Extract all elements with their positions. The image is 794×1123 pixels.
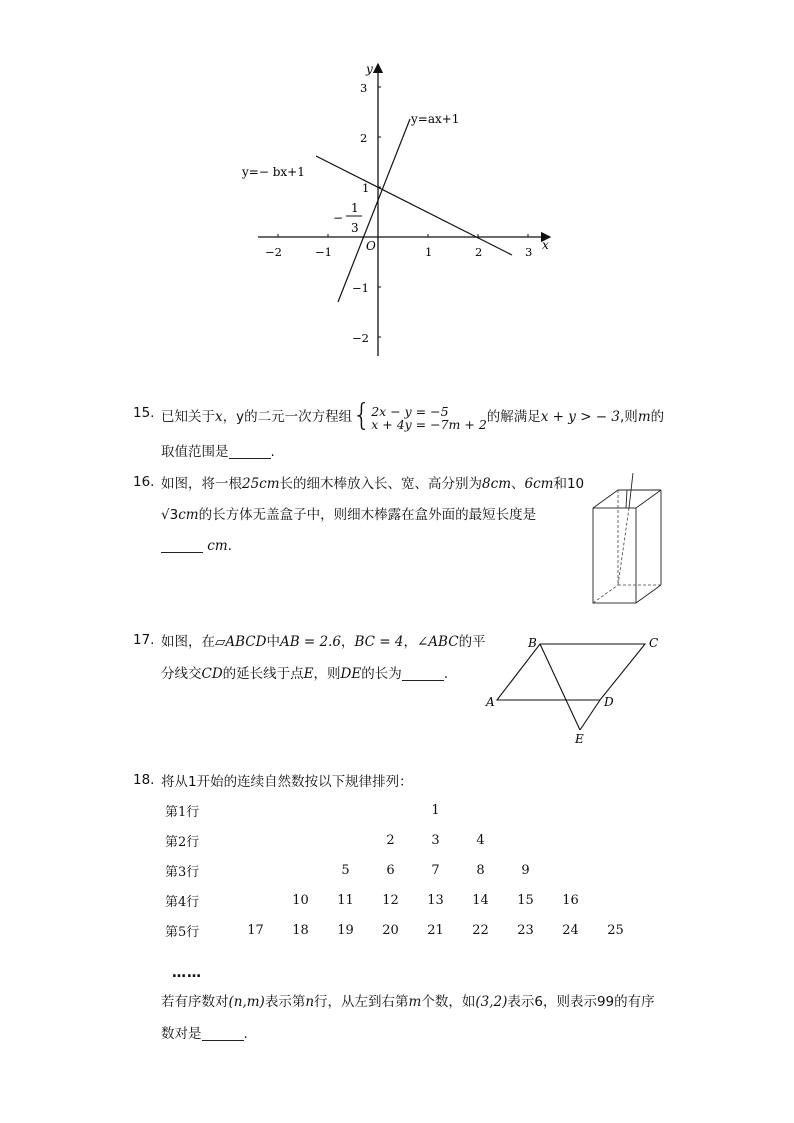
q18-intro: 将从1开始的连续自然数按以下规律排列： xyxy=(161,774,413,790)
q15-number: 15. xyxy=(133,405,155,421)
y-tick-label: −1 xyxy=(352,281,369,295)
q17-line2: 分线交CD的延长线于点E，则DE的长为 . xyxy=(161,666,448,682)
x-tick-label: −1 xyxy=(315,245,332,259)
x-tick-label: 3 xyxy=(525,245,533,259)
q15-line1 xyxy=(161,398,665,433)
number-table xyxy=(165,795,638,945)
q15-text: 的解满足 xyxy=(486,409,541,425)
point-e: E xyxy=(575,732,584,746)
point-a: A xyxy=(486,695,495,709)
point-c: C xyxy=(649,636,659,650)
q15-text: ,则 xyxy=(620,409,638,425)
table-row: 第1行 1 xyxy=(165,802,440,820)
answer-blank[interactable] xyxy=(402,666,444,681)
x-tick-label: 2 xyxy=(475,245,483,259)
q15-line2: 取值范围是 . xyxy=(161,444,275,460)
x-tick-label: −2 xyxy=(265,245,282,259)
q15-text: 已知关于 xyxy=(161,409,215,425)
y-tick-label: 1 xyxy=(362,181,370,195)
line-y-ax-plus-1 xyxy=(338,119,410,302)
q17-line1: 如图，在▱ABCD中AB = 2.6，BC = 4，∠ABC的平 xyxy=(161,634,486,650)
q15-var-m: m xyxy=(637,409,651,425)
fraction-numerator: 1 xyxy=(351,201,359,215)
q15-text: 的二元一次方程组 xyxy=(244,409,353,425)
fraction-minus: − xyxy=(333,211,344,225)
answer-blank[interactable] xyxy=(202,1026,244,1041)
q15-condition: x + y > − 3 xyxy=(540,409,621,425)
sqrt3: √3 xyxy=(161,507,179,523)
q16-number: 16. xyxy=(133,474,155,490)
q15-comma: ， xyxy=(222,409,237,425)
axis-y-label: y xyxy=(366,62,373,76)
q16-line2: √3cm的长方体无盖盒子中，则细木棒露在盒外面的最短长度是 xyxy=(161,507,537,523)
q18-number: 18. xyxy=(133,772,155,788)
table-row: 第3行 5 6 7 8 9 xyxy=(165,862,530,880)
table-row: 第5行 17 18 19 20 21 22 23 24 25 xyxy=(165,922,624,940)
q16-line1: 如图，将一根25cm长的细木棒放入长、宽、高分别为8cm、6cm和10 xyxy=(161,476,585,492)
q15-equation-system xyxy=(371,405,487,431)
table-row: 第4行 10 11 12 13 14 15 16 xyxy=(165,892,579,910)
q15-system-brace: { xyxy=(352,398,372,433)
box-with-stick-figure xyxy=(585,470,665,610)
q15-var-y: y xyxy=(236,409,245,425)
answer-blank[interactable] xyxy=(229,444,271,459)
line-y-minus-bx-plus-1 xyxy=(316,156,512,255)
q18-question-line2: 数对是 . xyxy=(161,1026,248,1042)
stick xyxy=(629,473,633,508)
parallelogram-figure xyxy=(480,630,670,750)
axis-x-label: x xyxy=(542,238,549,252)
q16-line3: cm. xyxy=(161,536,232,556)
ellipsis: …… xyxy=(172,965,202,981)
answer-blank[interactable] xyxy=(161,538,203,553)
fraction-denominator: 3 xyxy=(351,221,359,235)
coordinate-graph xyxy=(230,55,570,370)
x-tick-label: 1 xyxy=(425,245,433,259)
origin-label: O xyxy=(366,239,376,253)
line-b-label: y=− bx+1 xyxy=(242,165,305,179)
y-tick-label: −2 xyxy=(352,331,369,345)
point-b: B xyxy=(528,636,537,650)
table-row: 第2行 2 3 4 xyxy=(165,832,485,850)
q18-question-line1: 若有序数对(n,m)表示第n行，从左到右第m个数，如(3,2)表示6，则表示99的有序 xyxy=(161,994,655,1010)
extension-de xyxy=(580,700,600,730)
q15-eq1: 2x − y = −5 xyxy=(371,404,449,419)
line-a-label: y=ax+1 xyxy=(411,112,460,126)
y-tick-label: 2 xyxy=(360,131,368,145)
q15-var-x: x xyxy=(215,409,223,425)
q17-number: 17. xyxy=(133,632,155,648)
point-d: D xyxy=(604,695,614,709)
q15-text: 的 xyxy=(650,409,665,425)
bisector-be xyxy=(540,644,580,730)
y-tick-label: 3 xyxy=(360,81,368,95)
parallelogram-abcd xyxy=(497,644,645,700)
q15-eq2: x + 4y = −7m + 2 xyxy=(371,417,487,432)
